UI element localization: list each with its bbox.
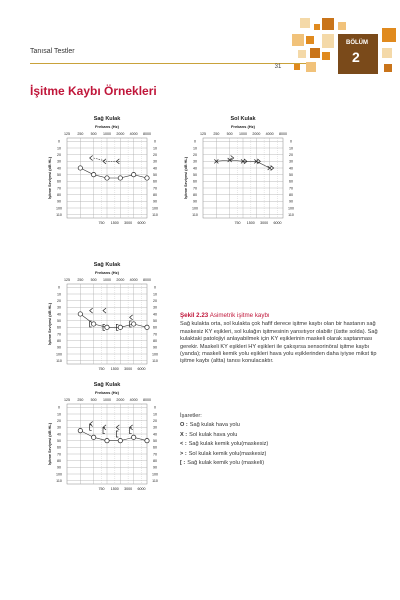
frequency-tick-label: 4000 [129,398,138,402]
db-tick-label: 0 [58,285,60,290]
db-tick-label: 60 [193,179,197,184]
db-tick-label: 40 [57,166,61,171]
db-tick-label: 20 [153,418,157,423]
frequency-tick-label: 2000 [116,132,125,136]
right-air-conduction-mark [131,322,135,326]
chapter-number: 2 [352,49,360,65]
frequency-axis-title: Frekans (Hz) [94,270,120,275]
db-tick-label: 100 [56,206,62,211]
db-tick-label: 50 [193,172,197,177]
db-tick-label: 80 [193,192,197,197]
legend-item [180,431,380,440]
section-heading: İşitme Kaybı Örnekleri [30,84,157,98]
right-air-conduction-mark [78,166,82,170]
frequency-tick-label: 500 [90,132,97,136]
audiogram-title: Sol Kulak [230,116,256,122]
frequency-tick-label: 125 [200,132,206,136]
right-bone-conduction-mark [90,156,93,161]
db-tick-label: 110 [152,358,158,363]
db-tick-label: 0 [154,139,156,144]
frequency-tick-label: 8000 [279,132,287,136]
figure-title: Asimetrik işitme kaybı [209,312,270,319]
right-air-conduction-mark [91,322,95,326]
frequency-axis-title: Frekans (Hz) [94,390,120,395]
right-air-conduction-mark [118,176,122,180]
frequency-tick-label: 4000 [265,132,274,136]
legend-item [180,450,380,459]
db-tick-label: 90 [57,465,61,470]
threshold-line [80,168,147,178]
frequency-tick-label: 125 [64,398,70,402]
frequency-tick-label: 8000 [143,278,151,282]
db-tick-label: 50 [57,438,61,443]
threshold-line [80,431,147,441]
db-tick-label: 30 [57,305,61,310]
db-tick-label: 80 [57,192,61,197]
db-axis-title: İşitme Seviyesi (dB HL) [48,157,52,199]
running-title: Tanısal Testler [30,48,75,55]
legend-text: Sol kulak kemik yolu(maskesiz) [188,450,267,457]
legend-text: Sağ kulak kemik yolu (maskeli) [187,460,265,467]
db-tick-label: 90 [193,199,197,204]
db-tick-label: 50 [57,172,61,177]
frequency-tick-label: 3000 [124,367,133,371]
frequency-tick-label: 500 [90,398,97,402]
frequency-tick-label: 2000 [252,132,261,136]
db-tick-label: 50 [289,172,293,177]
db-tick-label: 70 [153,186,157,191]
page-number: 31 [274,64,282,70]
audiogram-title: Sağ Kulak [93,262,121,268]
frequency-tick-label: 4000 [129,132,138,136]
db-tick-label: 20 [193,152,197,157]
legend-text: Sağ kulak kemik yolu(maskesiz) [188,441,269,448]
db-axis-title: İşitme Seviyesi (dB HL) [48,303,52,345]
legend-item [180,440,380,449]
db-tick-label: 80 [153,338,157,343]
db-tick-label: 70 [193,186,197,191]
db-tick-label: 40 [57,312,61,317]
frequency-tick-label: 750 [98,221,105,225]
db-tick-label: 60 [57,325,61,330]
right-air-conduction-mark [131,172,135,176]
right-bone-conduction-mark [103,308,106,313]
db-tick-label: 10 [57,292,61,297]
db-tick-label: 30 [193,159,197,164]
audiogram-title: Sağ Kulak [93,116,121,122]
db-tick-label: 70 [57,452,61,457]
db-tick-label: 10 [153,412,157,417]
frequency-tick-label: 1500 [110,221,119,225]
db-tick-label: 110 [152,212,158,217]
legend-symbol: [ : [180,460,186,467]
left-bone-conduction-mark [231,156,234,161]
frequency-axis-title: Frekans (Hz) [230,124,256,129]
audiogram-title: Sağ Kulak [93,382,121,388]
audiogram [48,382,158,491]
db-tick-label: 70 [153,332,157,337]
db-tick-label: 0 [58,139,60,144]
db-tick-label: 50 [57,318,61,323]
db-tick-label: 70 [57,186,61,191]
right-air-conduction-mark [105,438,109,442]
frequency-tick-label: 4000 [129,278,138,282]
right-air-conduction-mark [105,325,109,329]
db-tick-label: 40 [153,432,157,437]
db-tick-label: 100 [56,352,62,357]
frequency-tick-label: 2000 [116,398,125,402]
frequency-tick-label: 3000 [124,487,133,491]
db-tick-label: 40 [153,166,157,171]
db-tick-label: 80 [153,192,157,197]
right-air-conduction-mark [118,438,122,442]
frequency-tick-label: 500 [226,132,233,136]
frequency-tick-label: 1000 [103,132,111,136]
db-tick-label: 100 [56,472,62,477]
legend-item [180,421,380,430]
db-tick-label: 20 [153,152,157,157]
right-air-conduction-mark [145,325,149,329]
db-tick-label: 110 [56,212,62,217]
right-air-conduction-mark [145,176,149,180]
legend-heading: İşaretler: [180,413,202,419]
frequency-tick-label: 250 [77,398,84,402]
frequency-tick-label: 1500 [246,221,255,225]
frequency-tick-label: 6000 [137,221,146,225]
frequency-tick-label: 125 [64,278,70,282]
db-tick-label: 110 [56,358,62,363]
db-tick-label: 10 [289,146,293,151]
legend-symbol: < : [180,441,187,448]
db-tick-label: 0 [154,405,156,410]
db-tick-label: 0 [154,285,156,290]
frequency-tick-label: 6000 [137,487,146,491]
caption-body: Sağ kulakta orta, sol kulakta çok hafif derece işitme kaybı olan bir hastanın sağ maskesiz KY eşikleri, sol kulağın işitmesinin yansıtıyor olabilir (üstte solda). Sağ kulaktaki patolojiyi anlayabilmek için KY eşiklerinin maskeli olarak saptanması gerekir. Maskeli KY eşikleri HY eşikleri ile çakışırsa sensorinöral işitme kaybı (yanda); maskeli kemik yolu eşikleri hava yolu eşiklerinden daha iyiyse mikst tip işitme kaybı (altta) tanısı konulacaktır. [180,321,378,365]
db-tick-label: 60 [57,445,61,450]
db-tick-label: 60 [153,325,157,330]
right-air-conduction-mark [131,435,135,439]
db-tick-label: 90 [289,199,293,204]
frequency-tick-label: 1000 [103,398,111,402]
right-air-conduction-mark [91,435,95,439]
db-tick-label: 40 [289,166,293,171]
frequency-tick-label: 6000 [137,367,146,371]
frequency-tick-label: 3000 [260,221,269,225]
frequency-tick-label: 1500 [110,367,119,371]
db-axis-title: İşitme Seviyesi (dB HL) [48,423,52,465]
right-air-conduction-mark [91,172,95,176]
db-tick-label: 50 [153,172,157,177]
db-tick-label: 100 [288,206,294,211]
figure-number: Şekil 2.23 [180,312,209,319]
frequency-tick-label: 1000 [239,132,247,136]
db-tick-label: 60 [153,445,157,450]
frequency-tick-label: 6000 [273,221,282,225]
audiogram [184,116,294,225]
db-tick-label: 0 [290,139,292,144]
frequency-tick-label: 8000 [143,132,151,136]
db-tick-label: 20 [57,418,61,423]
db-tick-label: 50 [153,438,157,443]
frequency-tick-label: 250 [77,278,84,282]
figure-caption [180,312,380,366]
db-tick-label: 100 [152,206,158,211]
db-tick-label: 60 [289,179,293,184]
right-air-conduction-mark [105,176,109,180]
db-tick-label: 10 [153,292,157,297]
db-tick-label: 20 [153,298,157,303]
frequency-tick-label: 250 [213,132,220,136]
right-air-conduction-mark [78,428,82,432]
symbol-legend [180,412,380,468]
right-air-conduction-mark [145,438,149,442]
db-tick-label: 110 [288,212,294,217]
right-bone-conduction-mark [90,308,93,313]
frequency-axis-title: Frekans (Hz) [94,124,120,129]
db-tick-label: 110 [192,212,198,217]
legend-symbol: > : [180,450,187,457]
db-tick-label: 20 [57,298,61,303]
frequency-tick-label: 1000 [103,278,111,282]
right-air-conduction-mark [78,312,82,316]
db-tick-label: 110 [152,478,158,483]
legend-item [180,459,380,468]
frequency-tick-label: 125 [64,132,70,136]
db-tick-label: 10 [193,146,197,151]
db-tick-label: 0 [58,405,60,410]
db-tick-label: 40 [193,166,197,171]
db-tick-label: 40 [153,312,157,317]
legend-text: Sol kulak hava yolu [189,431,238,438]
db-tick-label: 10 [57,146,61,151]
db-tick-label: 70 [153,452,157,457]
db-tick-label: 90 [153,199,157,204]
db-tick-label: 60 [153,179,157,184]
legend-symbol: X : [180,431,188,438]
db-tick-label: 30 [153,305,157,310]
frequency-tick-label: 250 [77,132,84,136]
db-tick-label: 0 [194,139,196,144]
db-tick-label: 100 [152,472,158,477]
frequency-tick-label: 8000 [143,398,151,402]
db-tick-label: 60 [57,179,61,184]
db-tick-label: 30 [57,425,61,430]
db-tick-label: 100 [152,352,158,357]
db-tick-label: 90 [153,345,157,350]
db-tick-label: 110 [56,478,62,483]
db-tick-label: 90 [57,345,61,350]
db-axis-title: İşitme Seviyesi (dB HL) [184,157,188,199]
legend-symbol: O : [180,422,188,429]
frequency-tick-label: 500 [90,278,97,282]
chapter-label: BÖLÜM [346,40,368,46]
audiogram [48,116,158,225]
db-tick-label: 20 [289,152,293,157]
db-tick-label: 70 [289,186,293,191]
db-tick-label: 30 [153,425,157,430]
db-tick-label: 40 [57,432,61,437]
db-tick-label: 100 [192,206,198,211]
db-tick-label: 80 [153,458,157,463]
audiogram [48,262,158,371]
db-tick-label: 90 [153,465,157,470]
frequency-tick-label: 750 [98,487,105,491]
db-tick-label: 30 [153,159,157,164]
db-tick-label: 10 [153,146,157,151]
db-tick-label: 30 [289,159,293,164]
frequency-tick-label: 1500 [110,487,119,491]
db-tick-label: 20 [57,152,61,157]
frequency-tick-label: 750 [98,367,105,371]
db-tick-label: 90 [57,199,61,204]
right-bone-conduction-mark [130,315,133,320]
legend-text: Sağ kulak hava yolu [189,422,240,429]
frequency-tick-label: 750 [234,221,241,225]
db-tick-label: 10 [57,412,61,417]
frequency-tick-label: 2000 [116,278,125,282]
db-tick-label: 80 [57,338,61,343]
db-tick-label: 70 [57,332,61,337]
frequency-tick-label: 3000 [124,221,133,225]
db-tick-label: 80 [289,192,293,197]
db-tick-label: 50 [153,318,157,323]
db-tick-label: 30 [57,159,61,164]
right-air-conduction-mark [118,325,122,329]
db-tick-label: 80 [57,458,61,463]
